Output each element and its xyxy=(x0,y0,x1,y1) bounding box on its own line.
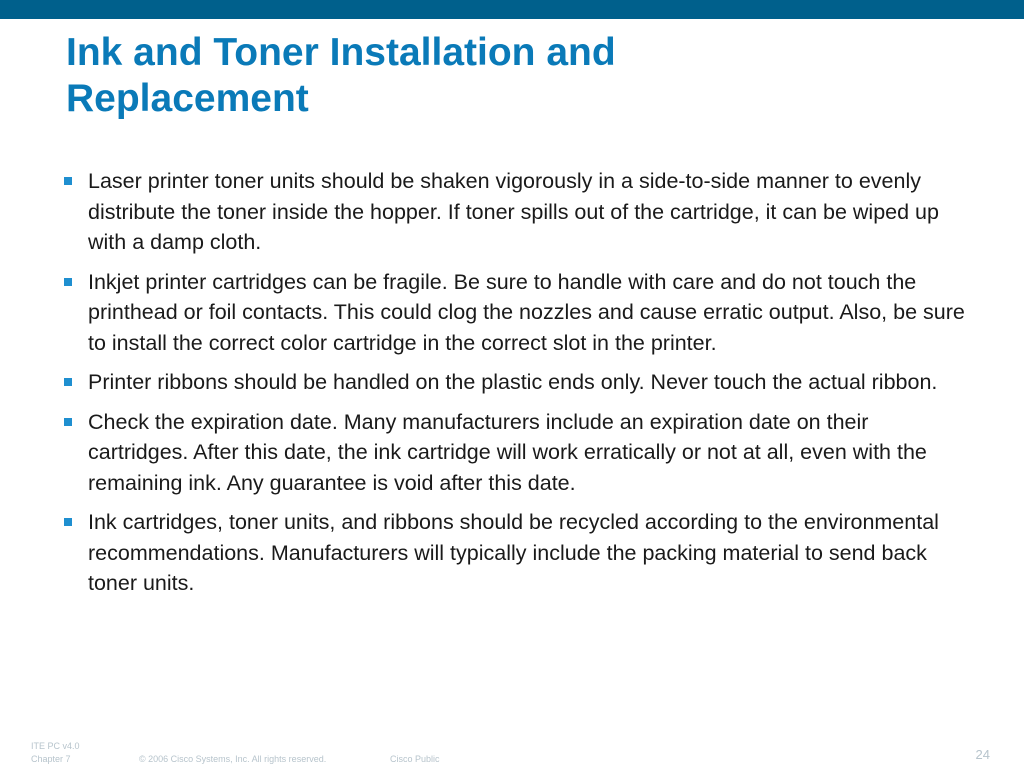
bullet-text: Printer ribbons should be handled on the plastic ends only. Never touch the actual ribbon. xyxy=(88,370,938,394)
bullet-item xyxy=(62,166,972,258)
footer-chapter: Chapter 7 xyxy=(31,754,71,764)
square-bullet-icon xyxy=(64,278,72,286)
bullet-text: Inkjet printer cartridges can be fragile. Be sure to handle with care and do not touch the printhead or foil contacts. This could clog the nozzles and cause erratic output. Also, be sure to install the correct color cartridge in the correct slot in the printer. xyxy=(88,269,965,355)
bullet-list xyxy=(62,166,972,608)
bullet-text: Laser printer toner units should be shaken vigorously in a side-to-side manner to evenly distribute the toner inside the hopper. If toner spills out of the cartridge, it can be wiped up with a damp cloth. xyxy=(88,169,939,254)
square-bullet-icon xyxy=(64,378,72,386)
bullet-text: Check the expiration date. Many manufacturers include an expiration date on their cartridges. After this date, the ink cartridge will work erratically or not at all, even with the remaining ink. Any guarantee is void after this date. xyxy=(88,409,927,495)
footer-copyright: © 2006 Cisco Systems, Inc. All rights reserved. xyxy=(139,754,327,764)
slide-title-line-1: Ink and Toner Installation and xyxy=(66,31,616,74)
square-bullet-icon xyxy=(64,518,72,526)
square-bullet-icon xyxy=(64,418,72,426)
slide-title-line-2: Replacement xyxy=(66,77,309,120)
bullet-item xyxy=(62,507,972,599)
footer-classification: Cisco Public xyxy=(390,754,440,764)
top-banner-bar xyxy=(0,0,1024,19)
footer-course: ITE PC v4.0 xyxy=(31,741,80,751)
bullet-item xyxy=(62,367,972,398)
bullet-text: Ink cartridges, toner units, and ribbons should be recycled according to the environmental recommendations. Manufacturers will typically include the packing material to send back toner units. xyxy=(88,510,939,595)
bullet-item xyxy=(62,407,972,499)
page-number: 24 xyxy=(975,747,990,762)
bullet-item xyxy=(62,267,972,359)
square-bullet-icon xyxy=(64,177,72,185)
slide-footer xyxy=(0,738,1024,768)
slide-title xyxy=(66,30,966,122)
